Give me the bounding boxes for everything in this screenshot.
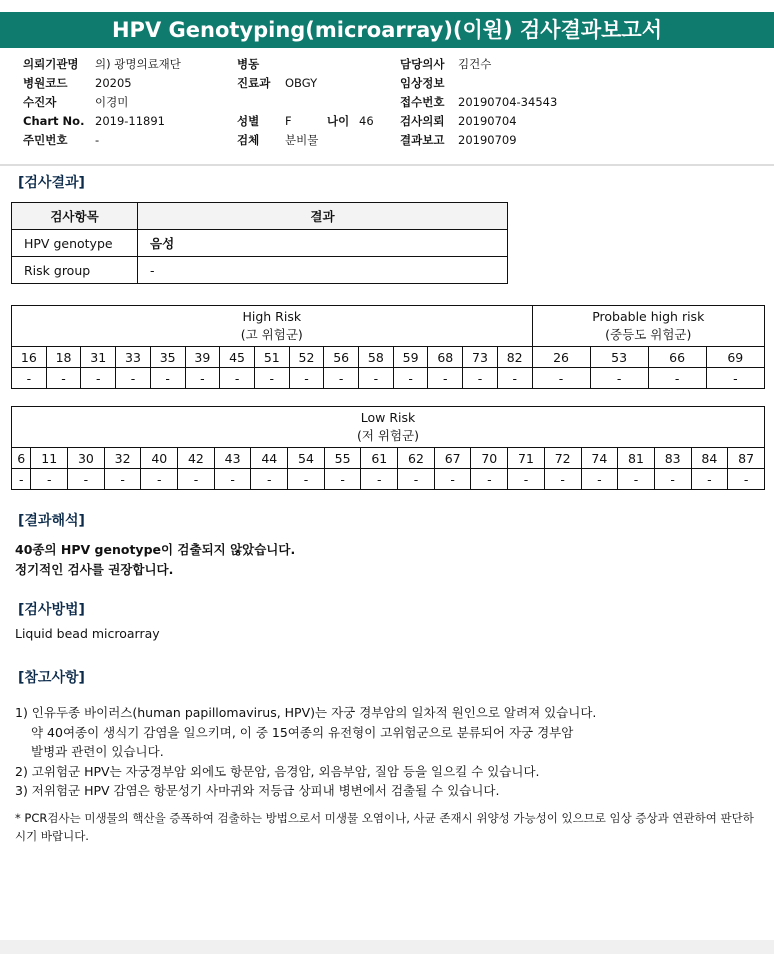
low-risk-subtitle: (저 위험군) [356, 428, 420, 443]
genotype-cell: 40 [141, 448, 178, 469]
info-col-2 [237, 55, 374, 150]
genotype-cell: 53 [590, 347, 648, 368]
header-divider [0, 164, 774, 166]
probable-risk-title: Probable high risk [592, 309, 705, 324]
genotype-cell: 67 [434, 448, 471, 469]
info-label: 임상정보 [400, 76, 445, 90]
info-label: 의뢰기관명 [23, 57, 79, 71]
info-label: 병원코드 [23, 76, 68, 90]
genotype-result-cell: - [463, 368, 498, 389]
section-title-result: [검사결과] [18, 175, 85, 191]
info-value: 20190704-34543 [458, 95, 558, 109]
genotype-result-cell: - [544, 469, 581, 490]
genotype-cell: 73 [463, 347, 498, 368]
genotype-cell: 72 [544, 448, 581, 469]
result-value: - [138, 257, 508, 284]
genotype-cell: 84 [691, 448, 728, 469]
method-text: Liquid bead microarray [15, 626, 160, 641]
genotype-cell: 61 [361, 448, 398, 469]
info-value: 이경미 [95, 95, 129, 109]
genotype-cell: 16 [12, 347, 47, 368]
genotype-row [12, 448, 765, 469]
genotype-cell: 30 [68, 448, 105, 469]
genotype-cell: 68 [428, 347, 463, 368]
genotype-cell: 56 [324, 347, 359, 368]
note-line: 3) 저위험군 HPV 감염은 항문성기 사마귀와 저등급 상피내 병변에서 검출될 수 있습니다. [15, 783, 500, 798]
genotype-cell: 33 [116, 347, 151, 368]
genotype-result-row [12, 469, 765, 490]
genotype-cell: 83 [654, 448, 691, 469]
genotype-cell: 66 [648, 347, 706, 368]
genotype-cell: 62 [398, 448, 435, 469]
result-item: HPV genotype [12, 230, 138, 257]
table-header-row [12, 203, 508, 230]
section-title-reference: [참고사항] [18, 670, 85, 686]
info-value: 의) 광명의료재단 [95, 57, 181, 71]
info-row [23, 112, 181, 131]
genotype-result-cell: - [508, 469, 545, 490]
info-row [400, 131, 557, 150]
footnote: * PCR검사는 미생물의 핵산을 증폭하여 검출하는 방법으로서 미생물 오염이나, 사균 존재시 위양성 가능성이 있으므로 임상 증상과 연관하여 판단하시기 바랍니다. [15, 811, 754, 843]
genotype-result-cell: - [178, 469, 215, 490]
info-row [400, 112, 557, 131]
genotype-cell: 71 [508, 448, 545, 469]
info-label: 진료과 [237, 76, 271, 90]
info-row [400, 55, 557, 74]
genotype-result-cell: - [324, 469, 361, 490]
genotype-cell: 81 [618, 448, 655, 469]
high-risk-header [12, 306, 533, 347]
genotype-cell: 18 [46, 347, 81, 368]
genotype-cell: 59 [393, 347, 428, 368]
genotype-result-cell: - [706, 368, 764, 389]
column-header: 결과 [138, 203, 508, 230]
info-label: 성별 [237, 114, 260, 128]
genotype-result-cell: - [618, 469, 655, 490]
reference-notes [15, 703, 596, 801]
note-line: 약 40여종이 생식기 감염을 일으키며, 이 중 15여종의 유전형이 고위험군으로 분류되어 자궁 경부암 [31, 724, 574, 740]
info-col-3 [400, 55, 557, 150]
genotype-cell: 54 [288, 448, 325, 469]
info-value: 20190704 [458, 114, 517, 128]
genotype-cell: 43 [214, 448, 251, 469]
info-row [23, 55, 181, 74]
genotype-cell: 52 [289, 347, 324, 368]
interpretation-line: 40종의 HPV genotype이 검출되지 않았습니다. [15, 542, 296, 557]
info-row [400, 74, 557, 93]
info-label: 결과보고 [400, 133, 445, 147]
genotype-cell: 51 [254, 347, 289, 368]
result-value: 음성 [138, 230, 508, 257]
age-label: 나이 [327, 114, 350, 128]
genotype-cell: 35 [150, 347, 185, 368]
genotype-result-cell: - [254, 368, 289, 389]
genotype-cell: 44 [251, 448, 288, 469]
genotype-result-cell: - [581, 469, 618, 490]
genotype-cell: 74 [581, 448, 618, 469]
age-value: 46 [359, 114, 374, 128]
genotype-cell: 26 [532, 347, 590, 368]
genotype-cell: 82 [497, 347, 532, 368]
info-row [23, 93, 181, 112]
genotype-result-cell: - [81, 368, 116, 389]
info-col-1 [23, 55, 181, 150]
genotype-result-cell: - [214, 469, 251, 490]
genotype-cell: 32 [104, 448, 141, 469]
risk-header-row [12, 306, 765, 347]
info-row [400, 93, 557, 112]
interpretation-line: 정기적인 검사를 권장합니다. [15, 562, 174, 577]
info-label: 병동 [237, 57, 260, 71]
info-value: 2019-11891 [95, 114, 165, 128]
genotype-cell: 45 [220, 347, 255, 368]
genotype-result-cell: - [648, 368, 706, 389]
report-title: HPV Genotyping(microarray)(이원) 검사결과보고서 [0, 12, 774, 48]
genotype-result-cell: - [728, 469, 765, 490]
genotype-result-cell: - [497, 368, 532, 389]
genotype-result-cell: - [289, 368, 324, 389]
genotype-cell: 58 [359, 347, 394, 368]
note-line: 2) 고위험군 HPV는 자궁경부암 외에도 항문암, 음경암, 외음부암, 질암 등을 일으킬 수 있습니다. [15, 763, 540, 779]
high-risk-title: High Risk [242, 309, 302, 324]
genotype-result-cell: - [185, 368, 220, 389]
high-risk-table [11, 305, 765, 389]
genotype-result-cell: - [532, 368, 590, 389]
genotype-row [12, 347, 765, 368]
genotype-result-cell: - [361, 469, 398, 490]
info-value: OBGY [285, 76, 318, 90]
info-row [23, 74, 181, 93]
genotype-result-cell: - [220, 368, 255, 389]
probable-risk-subtitle: (중등도 위험군) [605, 327, 692, 342]
genotype-result-cell: - [324, 368, 359, 389]
info-row [237, 55, 374, 74]
genotype-result-cell: - [471, 469, 508, 490]
info-value: 20190709 [458, 133, 517, 147]
section-title-method: [검사방법] [18, 602, 85, 618]
info-value: 김건수 [458, 57, 492, 71]
info-label: 수진자 [23, 95, 57, 109]
genotype-cell: 31 [81, 347, 116, 368]
risk-header-row [12, 407, 765, 448]
genotype-result-cell: - [398, 469, 435, 490]
bottom-bar [0, 940, 774, 954]
genotype-result-cell: - [428, 368, 463, 389]
info-label: 검체 [237, 133, 260, 147]
note-line: 1) 인유두종 바이러스(human papillomavirus, HPV)는 자궁 경부암의 일차적 원인으로 알려져 있습니다. [15, 705, 597, 720]
genotype-result-cell: - [12, 469, 31, 490]
genotype-result-cell: - [12, 368, 47, 389]
genotype-result-cell: - [104, 469, 141, 490]
genotype-result-cell: - [150, 368, 185, 389]
section-title-interpretation: [결과해석] [18, 513, 85, 529]
genotype-result-cell: - [68, 469, 105, 490]
low-risk-title: Low Risk [360, 410, 416, 425]
info-value: 분비물 [285, 133, 319, 147]
high-risk-subtitle: (고 위험군) [240, 327, 303, 342]
column-header: 검사항목 [12, 203, 138, 230]
table-row [12, 230, 508, 257]
info-label: 주민번호 [23, 133, 68, 147]
genotype-result-cell: - [141, 469, 178, 490]
genotype-result-cell: - [434, 469, 471, 490]
genotype-result-cell: - [359, 368, 394, 389]
low-risk-header [12, 407, 765, 448]
genotype-result-cell: - [251, 469, 288, 490]
info-label: 접수번호 [400, 95, 445, 109]
genotype-result-cell: - [46, 368, 81, 389]
genotype-cell: 69 [706, 347, 764, 368]
genotype-result-cell: - [116, 368, 151, 389]
info-value: - [95, 133, 100, 147]
table-row [12, 257, 508, 284]
info-label: Chart No. [23, 114, 85, 128]
genotype-result-row [12, 368, 765, 389]
probable-risk-header [532, 306, 764, 347]
info-value: 20205 [95, 76, 132, 90]
genotype-cell: 11 [31, 448, 68, 469]
genotype-result-cell: - [393, 368, 428, 389]
info-row [237, 112, 374, 131]
info-label: 담당의사 [400, 57, 445, 71]
genotype-result-cell: - [31, 469, 68, 490]
genotype-cell: 42 [178, 448, 215, 469]
genotype-result-cell: - [654, 469, 691, 490]
genotype-cell: 6 [12, 448, 31, 469]
genotype-cell: 70 [471, 448, 508, 469]
note-line: 발병과 관련이 있습니다. [31, 744, 164, 759]
genotype-result-cell: - [288, 469, 325, 490]
info-row [23, 131, 181, 150]
info-label: 검사의뢰 [400, 114, 445, 128]
genotype-result-cell: - [590, 368, 648, 389]
result-item: Risk group [12, 257, 138, 284]
info-value: F [285, 114, 292, 128]
info-row [237, 74, 374, 93]
result-table [11, 202, 508, 284]
genotype-cell: 55 [324, 448, 361, 469]
low-risk-table [11, 406, 765, 490]
genotype-result-cell: - [691, 469, 728, 490]
genotype-cell: 87 [728, 448, 765, 469]
info-row [237, 131, 374, 150]
interpretation-text [15, 540, 295, 580]
genotype-cell: 39 [185, 347, 220, 368]
